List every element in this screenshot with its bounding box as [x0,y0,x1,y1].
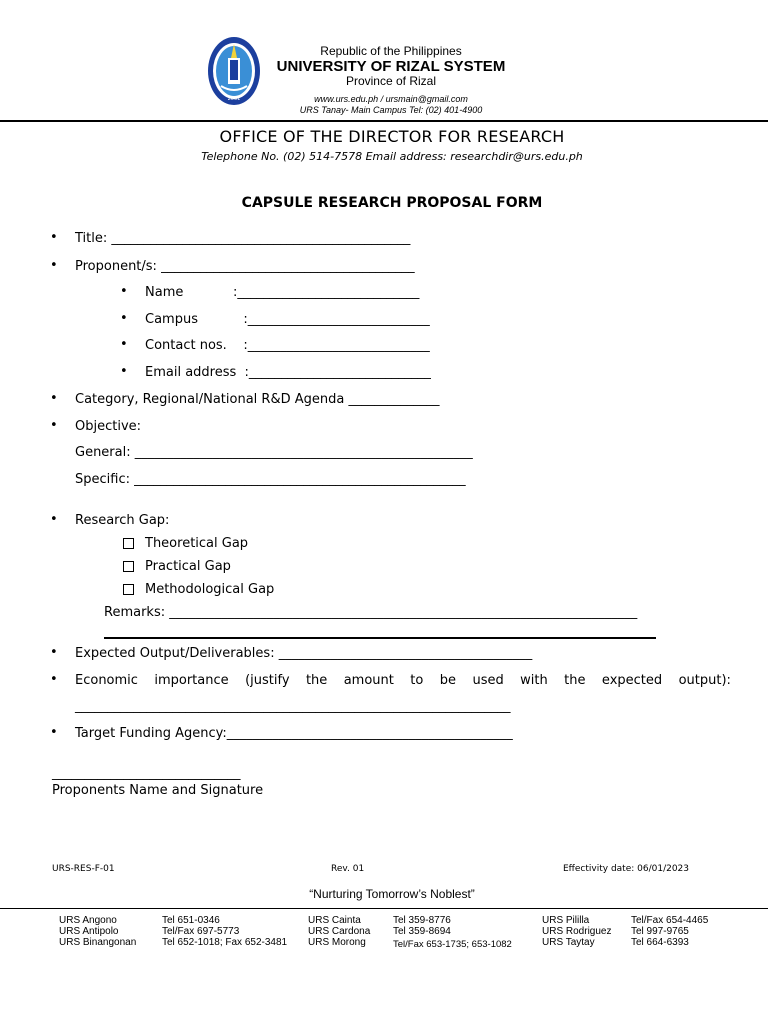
footer-divider [0,908,768,909]
practical-gap-checkbox[interactable] [123,561,134,572]
name-field: Name :____________________________ [145,285,420,300]
campus-tel: Tel 652-1018; Fax 652-3481 [162,937,288,948]
bullet-icon: • [50,672,58,687]
specific-objective-field: Specific: ___________________________________________________ [75,472,466,487]
methodological-gap-checkbox[interactable] [123,584,134,595]
form-code: URS-RES-F-01 [52,864,115,874]
theoretical-gap-checkbox[interactable] [123,538,134,549]
practical-gap-label: Practical Gap [145,559,231,574]
campus-name: URS Cainta [308,915,361,926]
campus-tel: Tel/Fax 653-1735; 653-1082 [393,939,512,950]
campus-name: URS Angono [59,915,117,926]
bullet-icon: • [50,258,58,273]
email-field: Email address :____________________________ [145,365,431,380]
methodological-gap-label: Methodological Gap [145,582,275,597]
province-line: Province of Rizal [345,74,437,88]
effectivity-date: Effectivity date: 06/01/2023 [563,864,690,874]
university-name: UNIVERSITY OF RIZAL SYSTEM [276,58,506,75]
bullet-icon: • [50,391,58,406]
bullet-icon: • [120,364,128,379]
bullet-icon: • [120,311,128,326]
signature-line: _____________________________ [52,766,241,781]
office-contact: Telephone No. (02) 514-7578 Email address: researchdir@urs.edu.ph [201,150,583,163]
bullet-icon: • [120,337,128,352]
remarks-continuation-line [104,637,656,639]
bullet-icon: • [50,230,58,245]
bullet-icon: • [50,512,58,527]
general-objective-field: General: ____________________________________________________ [75,445,473,460]
bullet-icon: • [50,725,58,740]
signature-label: Proponents Name and Signature [52,783,264,798]
form-title: CAPSULE RESEARCH PROPOSAL FORM [241,195,543,211]
campus-name: URS Pililla [542,915,590,926]
web-email-line: www.urs.edu.ph / ursmain@gmail.com [314,94,468,104]
campus-tel: Tel 651-0346 [162,915,220,926]
remarks-field: Remarks: ________________________________________________________________________ [104,605,638,620]
revision: Rev. 01 [331,864,365,874]
bullet-icon: • [120,284,128,299]
title-field: Title: ______________________________________________ [75,231,411,246]
country-line: Republic of the Philippines [320,44,462,58]
research-gap-label: Research Gap: [75,513,170,528]
campus-tel-line: URS Tanay- Main Campus Tel: (02) 401-4900 [299,105,483,115]
bullet-icon: • [50,645,58,660]
campus-name: URS Cardona [308,926,371,937]
economic-importance-label: Economic importance (justify the amount to be used with the expected output): [75,673,731,688]
proponents-field: Proponent/s: _______________________________________ [75,259,415,274]
campus-tel: Tel 359-8694 [393,926,451,937]
campus-name: URS Rodriguez [542,926,612,937]
funding-agency-field: Target Funding Agency:____________________________________________ [75,726,513,741]
motto: “Nurturing Tomorrow’s Noblest” [309,887,475,901]
contact-nos-field: Contact nos. :____________________________ [145,338,430,353]
seal-year: 2001 [227,96,241,102]
campus-name: URS Taytay [542,937,595,948]
office-name: OFFICE OF THE DIRECTOR FOR RESEARCH [219,127,565,146]
bullet-icon: • [50,418,58,433]
campus-name: URS Antipolo [59,926,119,937]
campus-tel: Tel/Fax 654-4465 [631,915,709,926]
expected-output-field: Expected Output/Deliverables: _______________________________________ [75,646,533,661]
campus-tel: Tel/Fax 697-5773 [162,926,240,937]
campus-field: Campus :____________________________ [145,312,430,327]
campus-tel: Tel 359-8776 [393,915,451,926]
economic-importance-line: ___________________________________________________________________ [75,699,511,714]
campus-name: URS Binangonan [59,937,137,948]
header-divider [0,120,768,122]
campus-tel: Tel 997-9765 [631,926,689,937]
category-field: Category, Regional/National R&D Agenda ______________ [75,392,440,407]
campus-name: URS Morong [308,937,366,948]
objective-label: Objective: [75,419,142,434]
campus-tel: Tel 664-6393 [631,937,689,948]
theoretical-gap-label: Theoretical Gap [145,536,249,551]
